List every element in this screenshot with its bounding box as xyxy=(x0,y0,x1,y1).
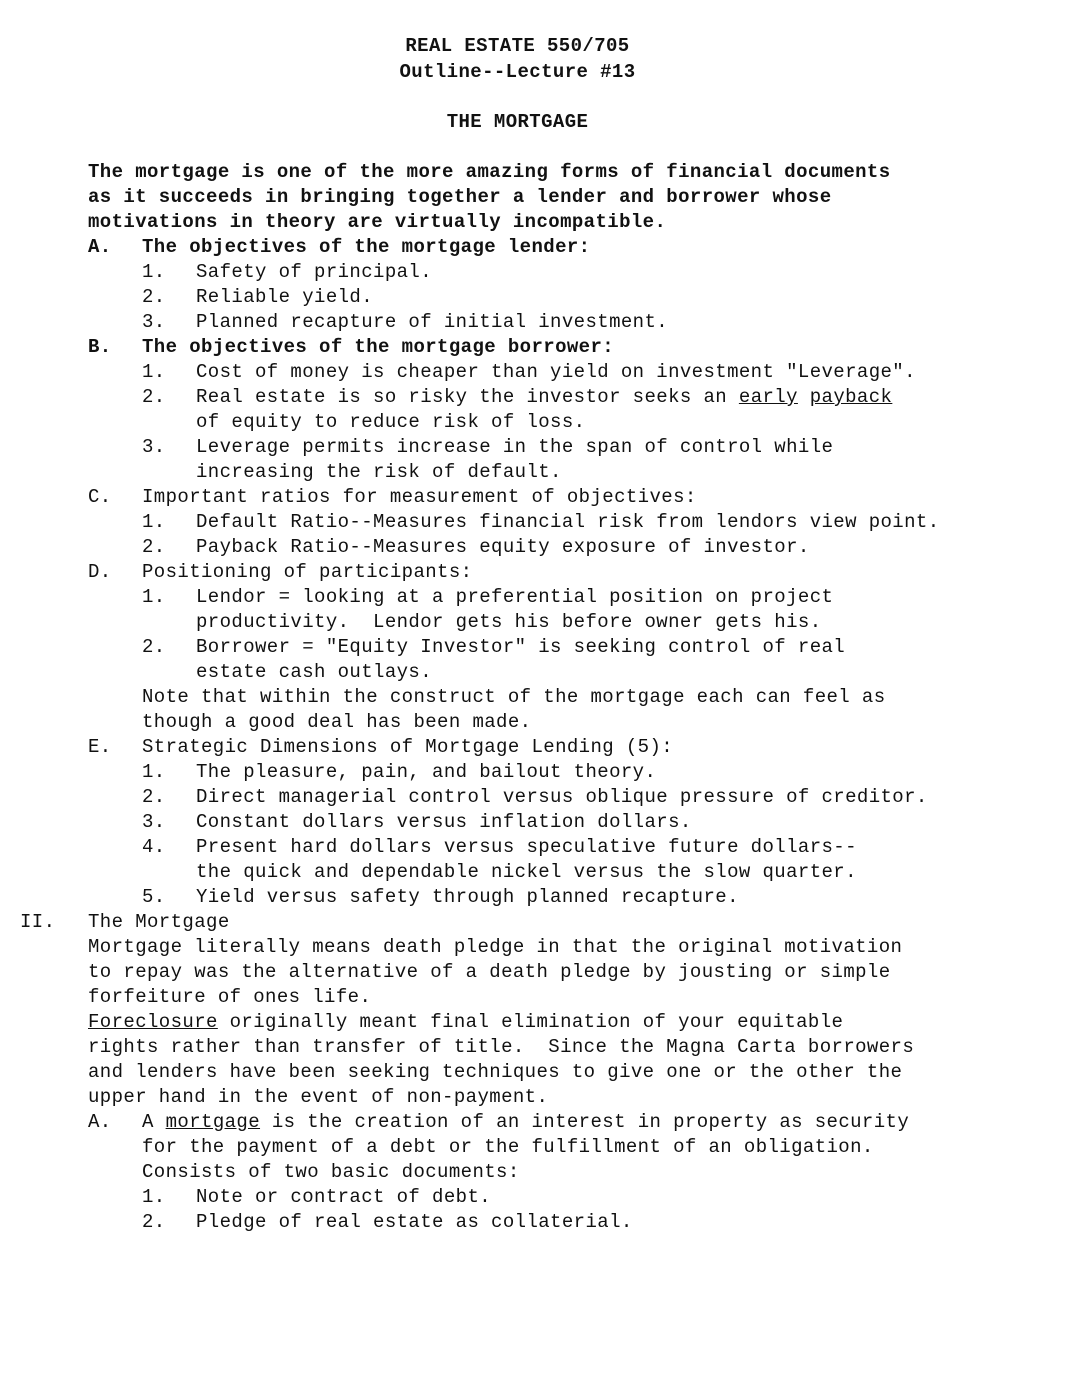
section-marker: A. xyxy=(88,1111,112,1133)
list-item: Cost of money is cheaper than yield on investment "Leverage". xyxy=(196,361,916,383)
item-number: 3. xyxy=(142,436,166,458)
underlined-term: payback xyxy=(809,386,893,408)
list-item: The pleasure, pain, and bailout theory. xyxy=(196,761,657,783)
paragraph-line: Mortgage literally means death pledge in that the original motivation xyxy=(88,936,903,958)
list-item: Direct managerial control versus oblique pressure of creditor. xyxy=(196,786,928,808)
list-item-continuation: estate cash outlays. xyxy=(196,661,433,683)
section-continuation: Consists of two basic documents: xyxy=(142,1161,520,1183)
section-marker: E. xyxy=(88,736,112,758)
section-continuation: for the payment of a debt or the fulfillment of an obligation. xyxy=(142,1136,874,1158)
section-marker: D. xyxy=(88,561,112,583)
intro-line: motivations in theory are virtually incompatible. xyxy=(88,211,667,233)
list-item-continuation: productivity. Lendor gets his before owner gets his. xyxy=(196,611,822,633)
list-item: Reliable yield. xyxy=(196,286,374,308)
item-number: 1. xyxy=(142,361,166,383)
intro-line: as it succeeds in bringing together a lender and borrower whose xyxy=(88,186,832,208)
section-heading: Important ratios for measurement of objectives: xyxy=(142,486,697,508)
intro-line: The mortgage is one of the more amazing forms of financial documents xyxy=(88,161,891,183)
list-item: Lendor = looking at a preferential position on project xyxy=(196,586,834,608)
list-item: Default Ratio--Measures financial risk from lendors view point. xyxy=(196,511,940,533)
paragraph-line: and lenders have been seeking techniques to give one or the other the xyxy=(88,1061,903,1083)
list-item-continuation: the quick and dependable nickel versus the slow quarter. xyxy=(196,861,857,883)
course-title: REAL ESTATE 550/705 xyxy=(405,35,630,57)
section-marker: B. xyxy=(88,336,112,358)
list-item xyxy=(196,385,892,410)
list-item: Leverage permits increase in the span of control while xyxy=(196,436,834,458)
list-item: Borrower = "Equity Investor" is seeking control of real xyxy=(196,636,846,658)
section-heading: Positioning of participants: xyxy=(142,561,473,583)
note-line: though a good deal has been made. xyxy=(142,711,532,733)
underlined-term: early xyxy=(738,386,798,408)
page-title: THE MORTGAGE xyxy=(446,111,589,133)
section-text: is the creation of an interest in property as security xyxy=(260,1111,910,1133)
item-number: 2. xyxy=(142,286,166,308)
item-number: 1. xyxy=(142,761,166,783)
section-marker: C. xyxy=(88,486,112,508)
section-marker: A. xyxy=(88,236,112,258)
list-item-continuation: increasing the risk of default. xyxy=(196,461,562,483)
item-number: 2. xyxy=(142,536,166,558)
list-item: Payback Ratio--Measures equity exposure of investor. xyxy=(196,536,810,558)
list-item: Constant dollars versus inflation dollars. xyxy=(196,811,692,833)
item-number: 1. xyxy=(142,586,166,608)
lecture-title: Outline--Lecture #13 xyxy=(399,61,636,83)
section-text: A xyxy=(142,1111,166,1133)
section-heading: The objectives of the mortgage lender: xyxy=(142,236,591,258)
list-item: Note or contract of debt. xyxy=(196,1186,492,1208)
item-number: 4. xyxy=(142,836,166,858)
item-number: 2. xyxy=(142,1211,166,1233)
paragraph-line: forfeiture of ones life. xyxy=(88,986,372,1008)
list-item: Yield versus safety through planned recapture. xyxy=(196,886,739,908)
item-number: 2. xyxy=(142,786,166,808)
list-item: Planned recapture of initial investment. xyxy=(196,311,669,333)
paragraph-line: to repay was the alternative of a death pledge by jousting or simple xyxy=(88,961,891,983)
item-number: 1. xyxy=(142,1186,166,1208)
item-text: Real estate is so risky the investor seeks an xyxy=(196,386,739,408)
section-heading: The objectives of the mortgage borrower: xyxy=(142,336,615,358)
list-item: Pledge of real estate as collaterial. xyxy=(196,1211,633,1233)
item-number: 2. xyxy=(142,636,166,658)
part-heading: The Mortgage xyxy=(88,911,230,933)
list-item: Present hard dollars versus speculative future dollars-- xyxy=(196,836,857,858)
item-number: 2. xyxy=(142,386,166,408)
section-heading xyxy=(142,1110,909,1135)
section-heading: Strategic Dimensions of Mortgage Lending (5): xyxy=(142,736,674,758)
list-item-continuation: of equity to reduce risk of loss. xyxy=(196,411,586,433)
underlined-term: mortgage xyxy=(165,1111,261,1133)
paragraph-line xyxy=(88,1010,843,1035)
paragraph-line: upper hand in the event of non-payment. xyxy=(88,1086,549,1108)
list-item: Safety of principal. xyxy=(196,261,433,283)
underlined-term: Foreclosure xyxy=(88,1011,218,1033)
part-marker: II. xyxy=(20,911,56,933)
paragraph-text: originally meant final elimination of your equitable xyxy=(217,1011,844,1033)
item-number: 1. xyxy=(142,511,166,533)
item-number: 3. xyxy=(142,311,166,333)
item-number: 5. xyxy=(142,886,166,908)
paragraph-line: rights rather than transfer of title. Since the Magna Carta borrowers xyxy=(88,1036,915,1058)
note-line: Note that within the construct of the mortgage each can feel as xyxy=(142,686,886,708)
item-number: 3. xyxy=(142,811,166,833)
item-number: 1. xyxy=(142,261,166,283)
